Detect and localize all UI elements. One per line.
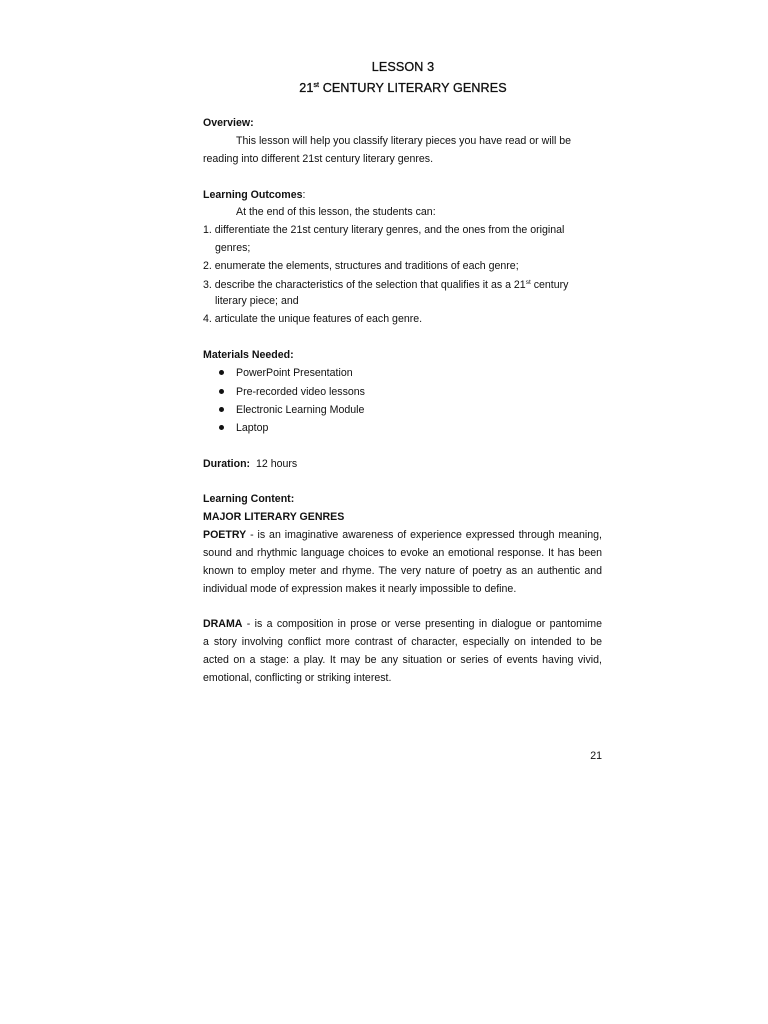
drama-line-4: emotional, conflicting or striking interest. (203, 672, 392, 684)
content-subheading: MAJOR LITERARY GENRES (203, 511, 345, 523)
drama-line-3: acted on a stage: a play. It may be any situation or series of events having vivid, (203, 654, 602, 666)
outcome-item-3b: literary piece; and (215, 295, 299, 307)
outcome-item-1b: genres; (215, 242, 251, 254)
poetry-line-2: sound and rhythmic language choices to evoke an emotional response. It has been (203, 547, 602, 559)
poetry-term: POETRY (203, 529, 247, 541)
outcome-item-3a-post: century (530, 279, 569, 291)
duration-value: 12 hours (255, 458, 298, 470)
poetry-definition-start: - is an imaginative awareness of experience expressed through meaning, (246, 529, 602, 541)
materials-heading: Materials Needed: (203, 349, 294, 361)
poetry-line-4: individual mode of expression makes it nearly impossible to define. (203, 583, 517, 595)
drama-line-1 (203, 617, 602, 631)
bullet-icon (219, 425, 224, 430)
page-title (0, 81, 768, 95)
overview-line-1: This lesson will help you classify literary pieces you have read or will be (236, 135, 572, 147)
material-item: PowerPoint Presentation (236, 367, 353, 379)
page-number: 21 (590, 750, 602, 762)
lesson-label: LESSON 3 (371, 60, 435, 74)
material-item: Pre-recorded video lessons (236, 386, 365, 398)
drama-term: DRAMA (203, 618, 243, 630)
outcome-item-2: 2. enumerate the elements, structures and traditions of each genre; (203, 260, 519, 272)
outcomes-heading-colon: : (302, 189, 306, 201)
outcomes-intro: At the end of this lesson, the students can: (236, 206, 436, 218)
duration-label: Duration: (203, 458, 251, 470)
bullet-icon (219, 407, 224, 412)
duration-row (203, 457, 297, 471)
bullet-icon (219, 370, 224, 375)
bullet-icon (219, 389, 224, 394)
lesson-number (0, 60, 768, 74)
material-item: Electronic Learning Module (236, 404, 365, 416)
outcomes-heading-text: Learning Outcomes (203, 189, 303, 201)
title-sup: st (313, 82, 320, 89)
material-item: Laptop (236, 422, 269, 434)
poetry-line-3: known to employ meter and rhyme. The very nature of poetry as an authentic and (203, 565, 602, 577)
outcome-item-3a (203, 276, 568, 292)
outcome-item-3a-pre: 3. describe the characteristics of the selection that qualifies it as a 21 (203, 279, 526, 291)
overview-line-2: reading into different 21st century literary genres. (203, 153, 434, 165)
title-rest: CENTURY LITERARY GENRES (319, 81, 507, 95)
outcome-item-1a: 1. differentiate the 21st century literary genres, and the ones from the original (203, 224, 565, 236)
drama-line-2: a story involving conflict more contrast of character, especially on intended to be (203, 636, 602, 648)
outcome-item-4: 4. articulate the unique features of each genre. (203, 313, 423, 325)
content-heading: Learning Content: (203, 493, 295, 505)
title-number: 21 (299, 81, 314, 95)
poetry-line-1 (203, 528, 602, 542)
outcomes-heading (203, 188, 305, 202)
outcome-item-3a-sup: st (525, 279, 531, 286)
drama-definition-start: - is a composition in prose or verse presenting in dialogue or pantomime (242, 618, 602, 630)
overview-heading: Overview: (203, 117, 254, 129)
